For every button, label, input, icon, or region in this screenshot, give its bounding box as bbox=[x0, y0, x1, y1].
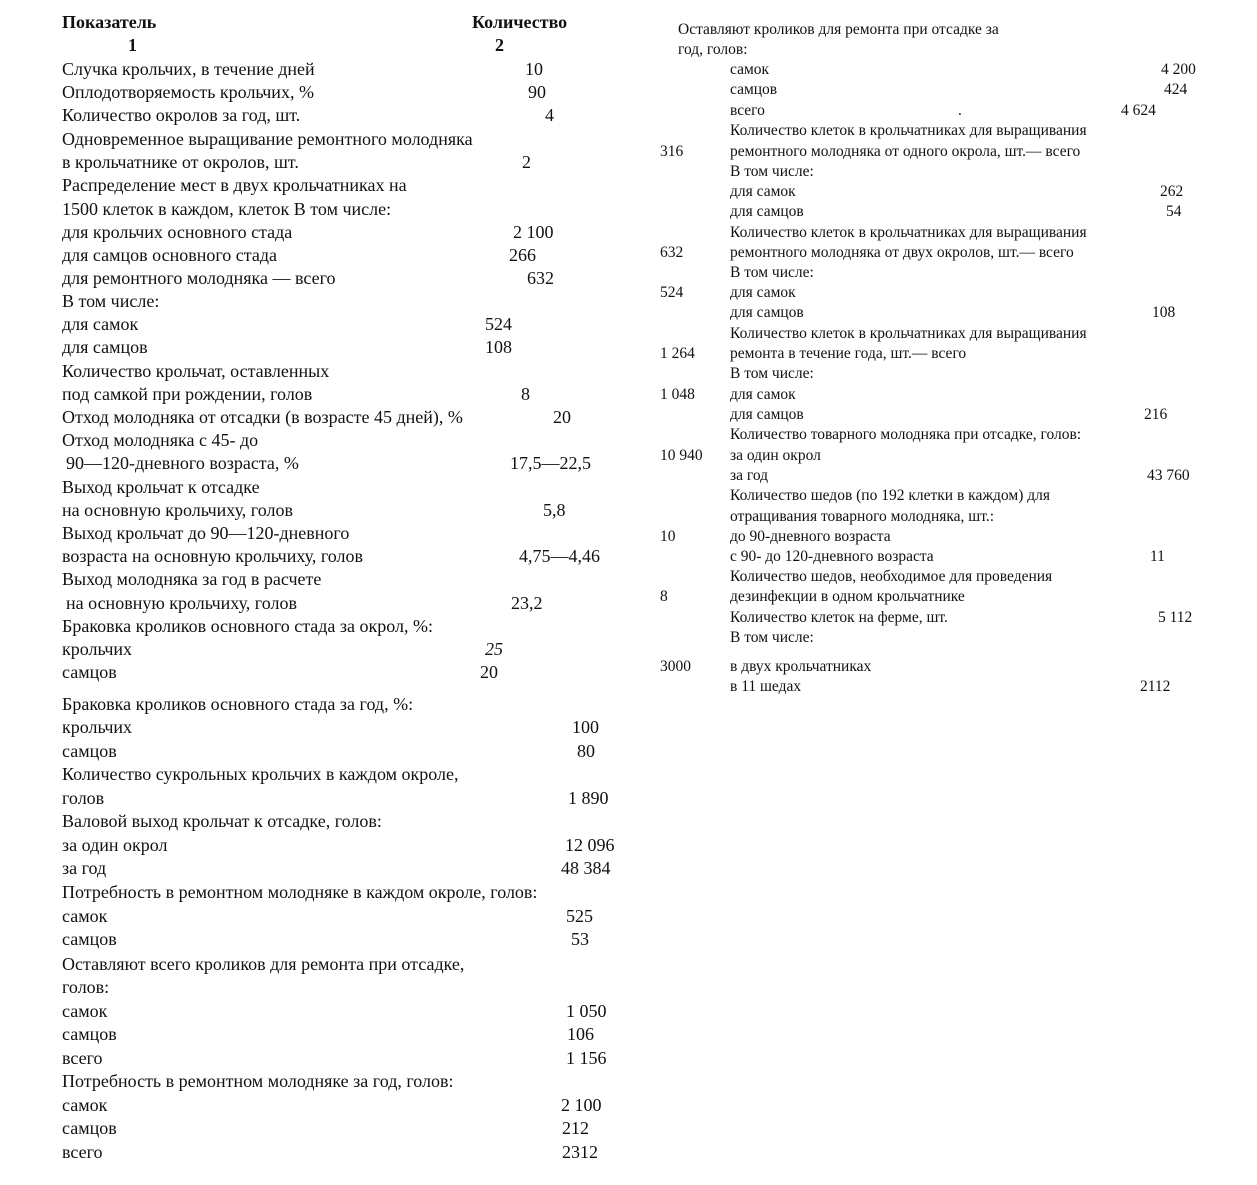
right-line-value: 1 048 bbox=[660, 386, 695, 403]
right-line-value: 54 bbox=[1166, 203, 1182, 220]
right-line-row bbox=[660, 202, 1257, 222]
right-line-label: с 90- до 120-дневного возраста bbox=[730, 548, 934, 565]
left-line-label: на основную крольчиху, голов bbox=[66, 593, 297, 613]
right-line-label: Количество шедов, необходимое для проведения bbox=[730, 568, 1053, 585]
left-line-label: за год bbox=[62, 858, 107, 878]
left-line-row bbox=[0, 1117, 640, 1140]
right-line-row bbox=[660, 385, 1257, 405]
left-line-label: Отход молодняка от отсадки (в возрасте 45 дней), % bbox=[62, 407, 463, 427]
left-line-label: крольчих bbox=[62, 639, 133, 659]
left-line-value: 2 bbox=[522, 152, 531, 172]
left-line-row bbox=[0, 615, 640, 638]
left-line-row bbox=[0, 58, 640, 81]
left-line-row bbox=[0, 290, 640, 313]
right-line-label: Количество клеток в крольчатниках для выращивания bbox=[730, 122, 1087, 139]
left-line-value: 525 bbox=[566, 906, 593, 926]
left-line-row bbox=[0, 1094, 640, 1117]
left-line-value: 25 bbox=[485, 639, 503, 659]
right-line-label: для самок bbox=[730, 386, 796, 403]
right-line-row bbox=[660, 608, 1257, 628]
left-line-label: Количество крольчат, оставленных bbox=[62, 361, 330, 381]
left-line-row bbox=[0, 810, 640, 833]
left-line-label: 90—120-дневного возраста, % bbox=[66, 453, 299, 473]
left-line-row bbox=[0, 499, 640, 522]
left-line-label: для самцов основного стада bbox=[62, 245, 277, 265]
right-line-value: 43 760 bbox=[1147, 467, 1190, 484]
left-line-label: за один окрол bbox=[62, 835, 168, 855]
left-line-label: крольчих bbox=[62, 717, 133, 737]
right-line-row bbox=[660, 405, 1257, 425]
left-line-label: самцов bbox=[62, 929, 117, 949]
right-line-row bbox=[660, 263, 1257, 283]
left-line-row bbox=[0, 661, 640, 684]
left-line-label: всего bbox=[62, 1048, 103, 1068]
left-line-row bbox=[0, 740, 640, 763]
right-line-label: в двух крольчатниках bbox=[730, 658, 872, 675]
right-line-label: год, голов: bbox=[678, 41, 748, 58]
right-line-row bbox=[660, 364, 1257, 384]
right-line-row bbox=[660, 466, 1257, 486]
right-line-row bbox=[660, 527, 1257, 547]
right-line-value: 4 624 bbox=[1121, 102, 1156, 119]
left-line-row bbox=[0, 336, 640, 359]
right-line-label: самцов bbox=[730, 81, 778, 98]
right-line-row bbox=[660, 628, 1257, 648]
left-line-row bbox=[0, 198, 640, 221]
right-line-row bbox=[660, 223, 1257, 243]
left-line-value: 1 050 bbox=[566, 1001, 607, 1021]
left-line-value: 1 890 bbox=[568, 788, 609, 808]
left-line-row bbox=[0, 1141, 640, 1164]
left-line-row bbox=[0, 881, 640, 904]
right-line-row bbox=[660, 121, 1257, 141]
right-line-label: за один окрол bbox=[730, 447, 821, 464]
left-line-row bbox=[0, 174, 640, 197]
right-line-label: для самок bbox=[730, 183, 796, 200]
left-line-row bbox=[0, 787, 640, 810]
right-line-label: Количество шедов (по 192 клетки в каждом) для bbox=[730, 487, 1050, 504]
left-line-label: Отход молодняка с 45- до bbox=[62, 430, 259, 450]
right-line-row bbox=[660, 486, 1257, 506]
right-line-label: за год bbox=[730, 467, 769, 484]
right-line-row bbox=[660, 243, 1257, 263]
left-line-value: 106 bbox=[567, 1024, 594, 1044]
left-line-label: самок bbox=[62, 906, 108, 926]
left-line-label: на основную крольчиху, голов bbox=[62, 500, 293, 520]
right-line-label: до 90-дневного возраста bbox=[730, 528, 891, 545]
left-line-value: 20 bbox=[553, 407, 571, 427]
right-line-row bbox=[660, 283, 1257, 303]
right-line-value: 216 bbox=[1144, 406, 1168, 423]
right-line-value: 632 bbox=[660, 244, 684, 261]
left-line-value: 2 100 bbox=[513, 222, 554, 242]
right-line-value: 11 bbox=[1150, 548, 1165, 565]
left-line-label: самок bbox=[62, 1095, 108, 1115]
left-line-value: 48 384 bbox=[561, 858, 611, 878]
left-line-row bbox=[0, 905, 640, 928]
right-line-label: Количество клеток в крольчатниках для выращивания bbox=[730, 325, 1087, 342]
right-line-row bbox=[660, 303, 1257, 323]
left-line-row bbox=[0, 1023, 640, 1046]
right-line-value: 424 bbox=[1164, 81, 1188, 98]
right-line-label: всего bbox=[730, 102, 765, 119]
left-line-label: Количество сукрольных крольчих в каждом окроле, bbox=[62, 764, 459, 784]
left-line-value: 17,5—22,5 bbox=[510, 453, 591, 473]
left-line-label: для самок bbox=[62, 314, 139, 334]
right-line-row bbox=[660, 20, 1257, 40]
left-line-value: 2312 bbox=[562, 1142, 598, 1162]
left-line-label: В том числе: bbox=[62, 291, 160, 311]
left-line-row bbox=[0, 128, 640, 151]
left-line-value: 4 bbox=[545, 105, 554, 125]
left-line-row bbox=[0, 693, 640, 716]
left-line-label: всего bbox=[62, 1142, 103, 1162]
stray-dot: . bbox=[958, 102, 962, 119]
left-line-value: 8 bbox=[521, 384, 530, 404]
left-line-label: голов bbox=[62, 788, 105, 808]
left-line-label: самцов bbox=[62, 662, 117, 682]
left-line-row bbox=[0, 522, 640, 545]
left-line-value: 5,8 bbox=[543, 500, 566, 520]
right-line-row bbox=[660, 182, 1257, 202]
left-line-row bbox=[0, 834, 640, 857]
right-line-value: 108 bbox=[1152, 304, 1176, 321]
right-line-row bbox=[660, 547, 1257, 567]
left-line-row bbox=[0, 1000, 640, 1023]
right-line-label: отращивания товарного молодняка, шт.: bbox=[730, 508, 995, 525]
left-line-value: 10 bbox=[525, 59, 543, 79]
left-line-value: 90 bbox=[528, 82, 546, 102]
left-line-label: Выход крольчат до 90—120-дневного bbox=[62, 523, 350, 543]
right-line-value: 2112 bbox=[1140, 678, 1171, 695]
right-line-label: для самцов bbox=[730, 406, 804, 423]
left-line-row bbox=[0, 976, 640, 999]
right-line-value: 316 bbox=[660, 143, 684, 160]
left-line-row bbox=[0, 953, 640, 976]
left-line-label: самцов bbox=[62, 741, 117, 761]
left-line-row bbox=[0, 763, 640, 786]
left-line-row bbox=[0, 267, 640, 290]
right-line-row bbox=[660, 162, 1257, 182]
left-line-value: 53 bbox=[571, 929, 589, 949]
left-line-label: Количество окролов за год, шт. bbox=[62, 105, 301, 125]
left-line-row bbox=[0, 592, 640, 615]
left-line-label: Одновременное выращивание ремонтного молодняка bbox=[62, 129, 473, 149]
left-line-label: в крольчатнике от окролов, шт. bbox=[62, 152, 299, 172]
left-line-row bbox=[0, 81, 640, 104]
left-line-label: Валовой выход крольчат к отсадке, голов: bbox=[62, 811, 382, 831]
left-line-value: 23,2 bbox=[511, 593, 543, 613]
left-line-label: Оставляют всего кроликов для ремонта при отсадке, bbox=[62, 954, 465, 974]
left-line-label: самок bbox=[62, 1001, 108, 1021]
right-line-row bbox=[660, 446, 1257, 466]
right-line-row bbox=[660, 677, 1257, 697]
left-line-value: 4,75—4,46 bbox=[519, 546, 600, 566]
left-line-row bbox=[0, 406, 640, 429]
left-line-value: 12 096 bbox=[565, 835, 615, 855]
left-line-value: 108 bbox=[485, 337, 512, 357]
column-2-number: 2 bbox=[495, 35, 504, 55]
left-line-value: 632 bbox=[527, 268, 554, 288]
left-line-value: 1 156 bbox=[566, 1048, 607, 1068]
left-line-value: 524 bbox=[485, 314, 512, 334]
left-line-value: 20 bbox=[480, 662, 498, 682]
right-line-row bbox=[660, 60, 1257, 80]
left-line-label: Браковка кроликов основного стада за год, %: bbox=[62, 694, 414, 714]
right-line-row bbox=[660, 507, 1257, 527]
right-line-value: 262 bbox=[1160, 183, 1184, 200]
left-line-label: возраста на основную крольчиху, голов bbox=[62, 546, 364, 566]
right-line-row bbox=[660, 80, 1257, 100]
header-row bbox=[0, 11, 640, 34]
left-line-label: 1500 клеток в каждом, клеток В том числе: bbox=[62, 199, 392, 219]
left-line-label: Оплодотворяемость крольчих, % bbox=[62, 82, 314, 102]
left-line-label: для самцов bbox=[62, 337, 148, 357]
right-line-label: ремонтного молодняка от одного окрола, шт.— всего bbox=[730, 143, 1081, 160]
left-line-value: 2 100 bbox=[561, 1095, 602, 1115]
right-line-value: 8 bbox=[660, 588, 668, 605]
left-line-row bbox=[0, 1047, 640, 1070]
right-line-label: Количество клеток на ферме, шт. bbox=[730, 609, 948, 626]
right-line-row bbox=[660, 344, 1257, 364]
left-line-row bbox=[0, 1070, 640, 1093]
right-line-label: самок bbox=[730, 61, 770, 78]
right-line-label: Количество товарного молодняка при отсадке, голов: bbox=[730, 426, 1082, 443]
right-line-label: В том числе: bbox=[730, 365, 814, 382]
right-line-label: дезинфекции в одном крольчатнике bbox=[730, 588, 965, 605]
left-line-value: 80 bbox=[577, 741, 595, 761]
right-line-label: В том числе: bbox=[730, 163, 814, 180]
column-1-title: Показатель bbox=[62, 12, 157, 32]
right-line-label: в 11 шедах bbox=[730, 678, 802, 695]
left-line-label: самцов bbox=[62, 1024, 117, 1044]
right-line-value: 10 bbox=[660, 528, 676, 545]
right-line-label: для самок bbox=[730, 284, 796, 301]
left-line-label: для ремонтного молодняка — всего bbox=[62, 268, 336, 288]
right-line-label: Количество клеток в крольчатниках для выращивания bbox=[730, 224, 1087, 241]
left-line-row bbox=[0, 104, 640, 127]
left-line-value: 266 bbox=[509, 245, 536, 265]
left-line-row bbox=[0, 638, 640, 661]
left-line-label: самцов bbox=[62, 1118, 117, 1138]
left-line-row bbox=[0, 360, 640, 383]
right-line-value: 4 200 bbox=[1161, 61, 1196, 78]
left-line-row bbox=[0, 545, 640, 568]
left-line-row bbox=[0, 716, 640, 739]
left-line-row bbox=[0, 857, 640, 880]
header-number-row bbox=[0, 34, 640, 57]
right-line-value: 1 264 bbox=[660, 345, 695, 362]
left-line-label: Распределение мест в двух крольчатниках на bbox=[62, 175, 407, 195]
left-line-label: Выход молодняка за год в расчете bbox=[62, 569, 322, 589]
right-line-row bbox=[660, 567, 1257, 587]
left-line-row bbox=[0, 476, 640, 499]
right-line-row bbox=[660, 657, 1257, 677]
right-line-value: 10 940 bbox=[660, 447, 703, 464]
left-line-value: 212 bbox=[562, 1118, 589, 1138]
right-line-row bbox=[660, 324, 1257, 344]
right-line-row bbox=[660, 40, 1257, 60]
left-line-row bbox=[0, 313, 640, 336]
right-line-row bbox=[660, 587, 1257, 607]
left-line-row bbox=[0, 221, 640, 244]
right-line-value: 3000 bbox=[660, 658, 691, 675]
right-line-value: 524 bbox=[660, 284, 684, 301]
left-line-label: Выход крольчат к отсадке bbox=[62, 477, 260, 497]
right-line-label: для самцов bbox=[730, 203, 804, 220]
left-line-value: 100 bbox=[572, 717, 599, 737]
left-line-label: Случка крольчих, в течение дней bbox=[62, 59, 315, 79]
left-line-row bbox=[0, 244, 640, 267]
right-line-row bbox=[660, 425, 1257, 445]
left-line-label: под самкой при рождении, голов bbox=[62, 384, 313, 404]
left-line-row bbox=[0, 452, 640, 475]
left-line-row bbox=[0, 928, 640, 951]
left-line-label: для крольчих основного стада bbox=[62, 222, 293, 242]
right-line-label: для самцов bbox=[730, 304, 804, 321]
right-line-value: 5 112 bbox=[1158, 609, 1193, 626]
left-line-label: Потребность в ремонтном молодняке за год, голов: bbox=[62, 1071, 454, 1091]
right-line-label: В том числе: bbox=[730, 264, 814, 281]
column-2-title: Количество bbox=[472, 12, 568, 32]
left-line-label: Браковка кроликов основного стада за окрол, %: bbox=[62, 616, 434, 636]
right-line-label: В том числе: bbox=[730, 629, 814, 646]
left-line-label: голов: bbox=[62, 977, 110, 997]
left-line-row bbox=[0, 568, 640, 591]
left-line-label: Потребность в ремонтном молодняке в каждом окроле, голов: bbox=[62, 882, 538, 902]
right-line-label: ремонтного молодняка от двух окролов, шт.— всего bbox=[730, 244, 1074, 261]
left-line-row bbox=[0, 151, 640, 174]
left-line-row bbox=[0, 429, 640, 452]
column-1-number: 1 bbox=[128, 35, 137, 55]
right-line-label: Оставляют кроликов для ремонта при отсадке за bbox=[678, 21, 999, 38]
right-line-row bbox=[660, 142, 1257, 162]
left-line-row bbox=[0, 383, 640, 406]
right-line-label: ремонта в течение года, шт.— всего bbox=[730, 345, 967, 362]
